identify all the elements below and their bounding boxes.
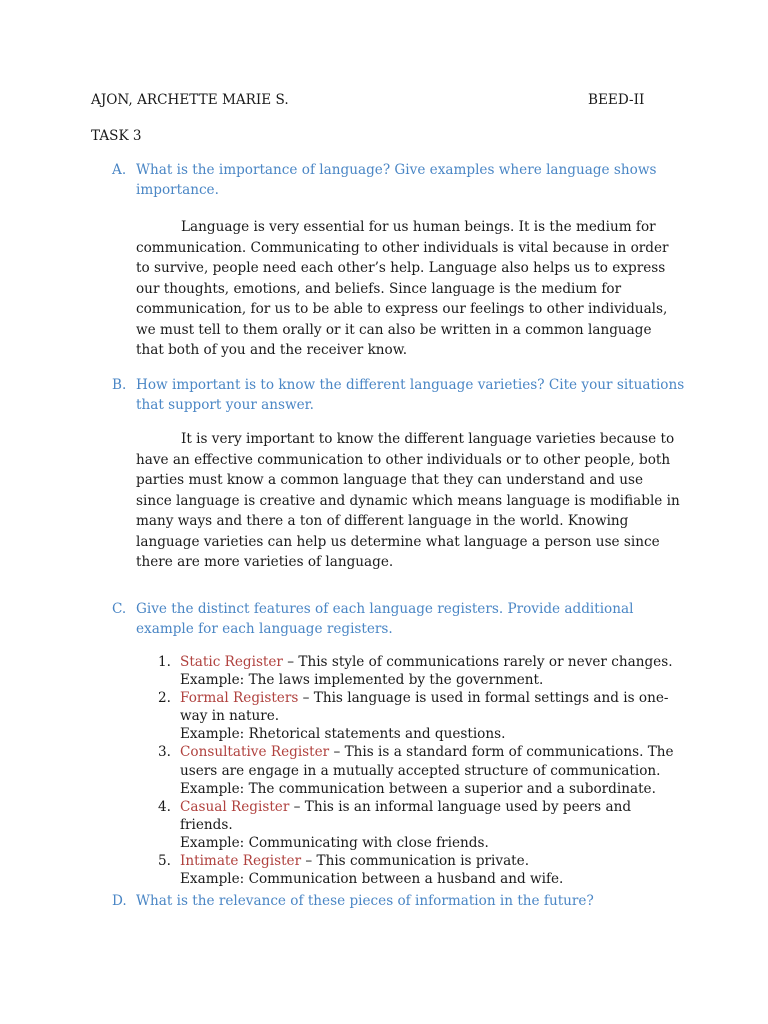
list-item [152, 653, 682, 689]
register-name: Consultative Register [180, 744, 330, 761]
question-letter: C. [112, 601, 127, 617]
question-text: Give the distinct features of each language registers. Provide additional example for each language registers. [136, 601, 634, 637]
list-item [152, 852, 682, 888]
course-label: BEED-II [588, 92, 645, 108]
register-description: – This language is used in formal settings and is one-way in nature. [180, 690, 669, 725]
register-example: Example: The laws implemented by the government. [180, 672, 544, 689]
question-letter: B. [112, 377, 127, 393]
register-description: – This is a standard form of communications. The users are engage in a mutually accepted structure of communication. [180, 744, 674, 779]
list-number: 2. [158, 690, 171, 707]
student-name: AJON, ARCHETTE MARIE S. [91, 92, 289, 108]
question-a [112, 160, 692, 200]
list-item [152, 798, 682, 852]
register-description: – This style of communications rarely or never changes. [282, 654, 673, 670]
register-example: Example: Communication between a husband and wife. [180, 871, 564, 888]
register-name: Intimate Register [180, 853, 302, 870]
question-text: What is the relevance of these pieces of information in the future? [136, 893, 594, 909]
list-item [152, 743, 682, 797]
question-text: What is the importance of language? Give examples where language shows importance. [136, 162, 657, 198]
answer-text: It is very important to know the different language varieties because to have an effective communication to other individuals or to other people, both parties must know a common language that they can understand and use since language is creative and dynamic which means language is modifiable in many ways and there a ton of different language in the world. Knowing language varieties can help us determine what language a person use since there are more varieties of language. [136, 431, 680, 570]
register-name: Static Register [180, 654, 283, 670]
answer-text: Language is very essential for us human beings. It is the medium for communication. Communicating to other individuals is vital because in order to survive, people need each other’s help. Language also helps us to express our thoughts, emotions, and beliefs. Since language is the medium for communication, for us to be able to express our feelings to other individuals, we must tell to them orally or it can also be written in a common language that both of you and the receiver know. [136, 219, 669, 358]
register-list [152, 653, 682, 888]
question-c [112, 599, 692, 639]
question-letter: A. [112, 162, 127, 178]
task-title: TASK 3 [91, 128, 142, 144]
register-example: Example: Communicating with close friends. [180, 834, 489, 851]
list-item [152, 689, 682, 743]
list-number: 3. [158, 744, 171, 761]
answer-b [136, 429, 681, 573]
question-letter: D. [112, 893, 127, 909]
list-number: 4. [158, 798, 171, 815]
list-number: 1. [158, 654, 171, 670]
list-number: 5. [158, 853, 171, 870]
register-name: Casual Register [180, 798, 290, 815]
question-d [112, 891, 692, 911]
register-name: Formal Registers [180, 690, 299, 707]
register-example: Example: Rhetorical statements and questions. [180, 726, 506, 743]
question-text: How important is to know the different language varieties? Cite your situations that support your answer. [136, 377, 685, 413]
register-description: – This communication is private. [301, 853, 530, 870]
register-example: Example: The communication between a superior and a subordinate. [180, 780, 656, 797]
register-description: – This is an informal language used by peers and friends. [180, 798, 632, 833]
answer-a [136, 217, 681, 361]
question-b [112, 375, 692, 415]
